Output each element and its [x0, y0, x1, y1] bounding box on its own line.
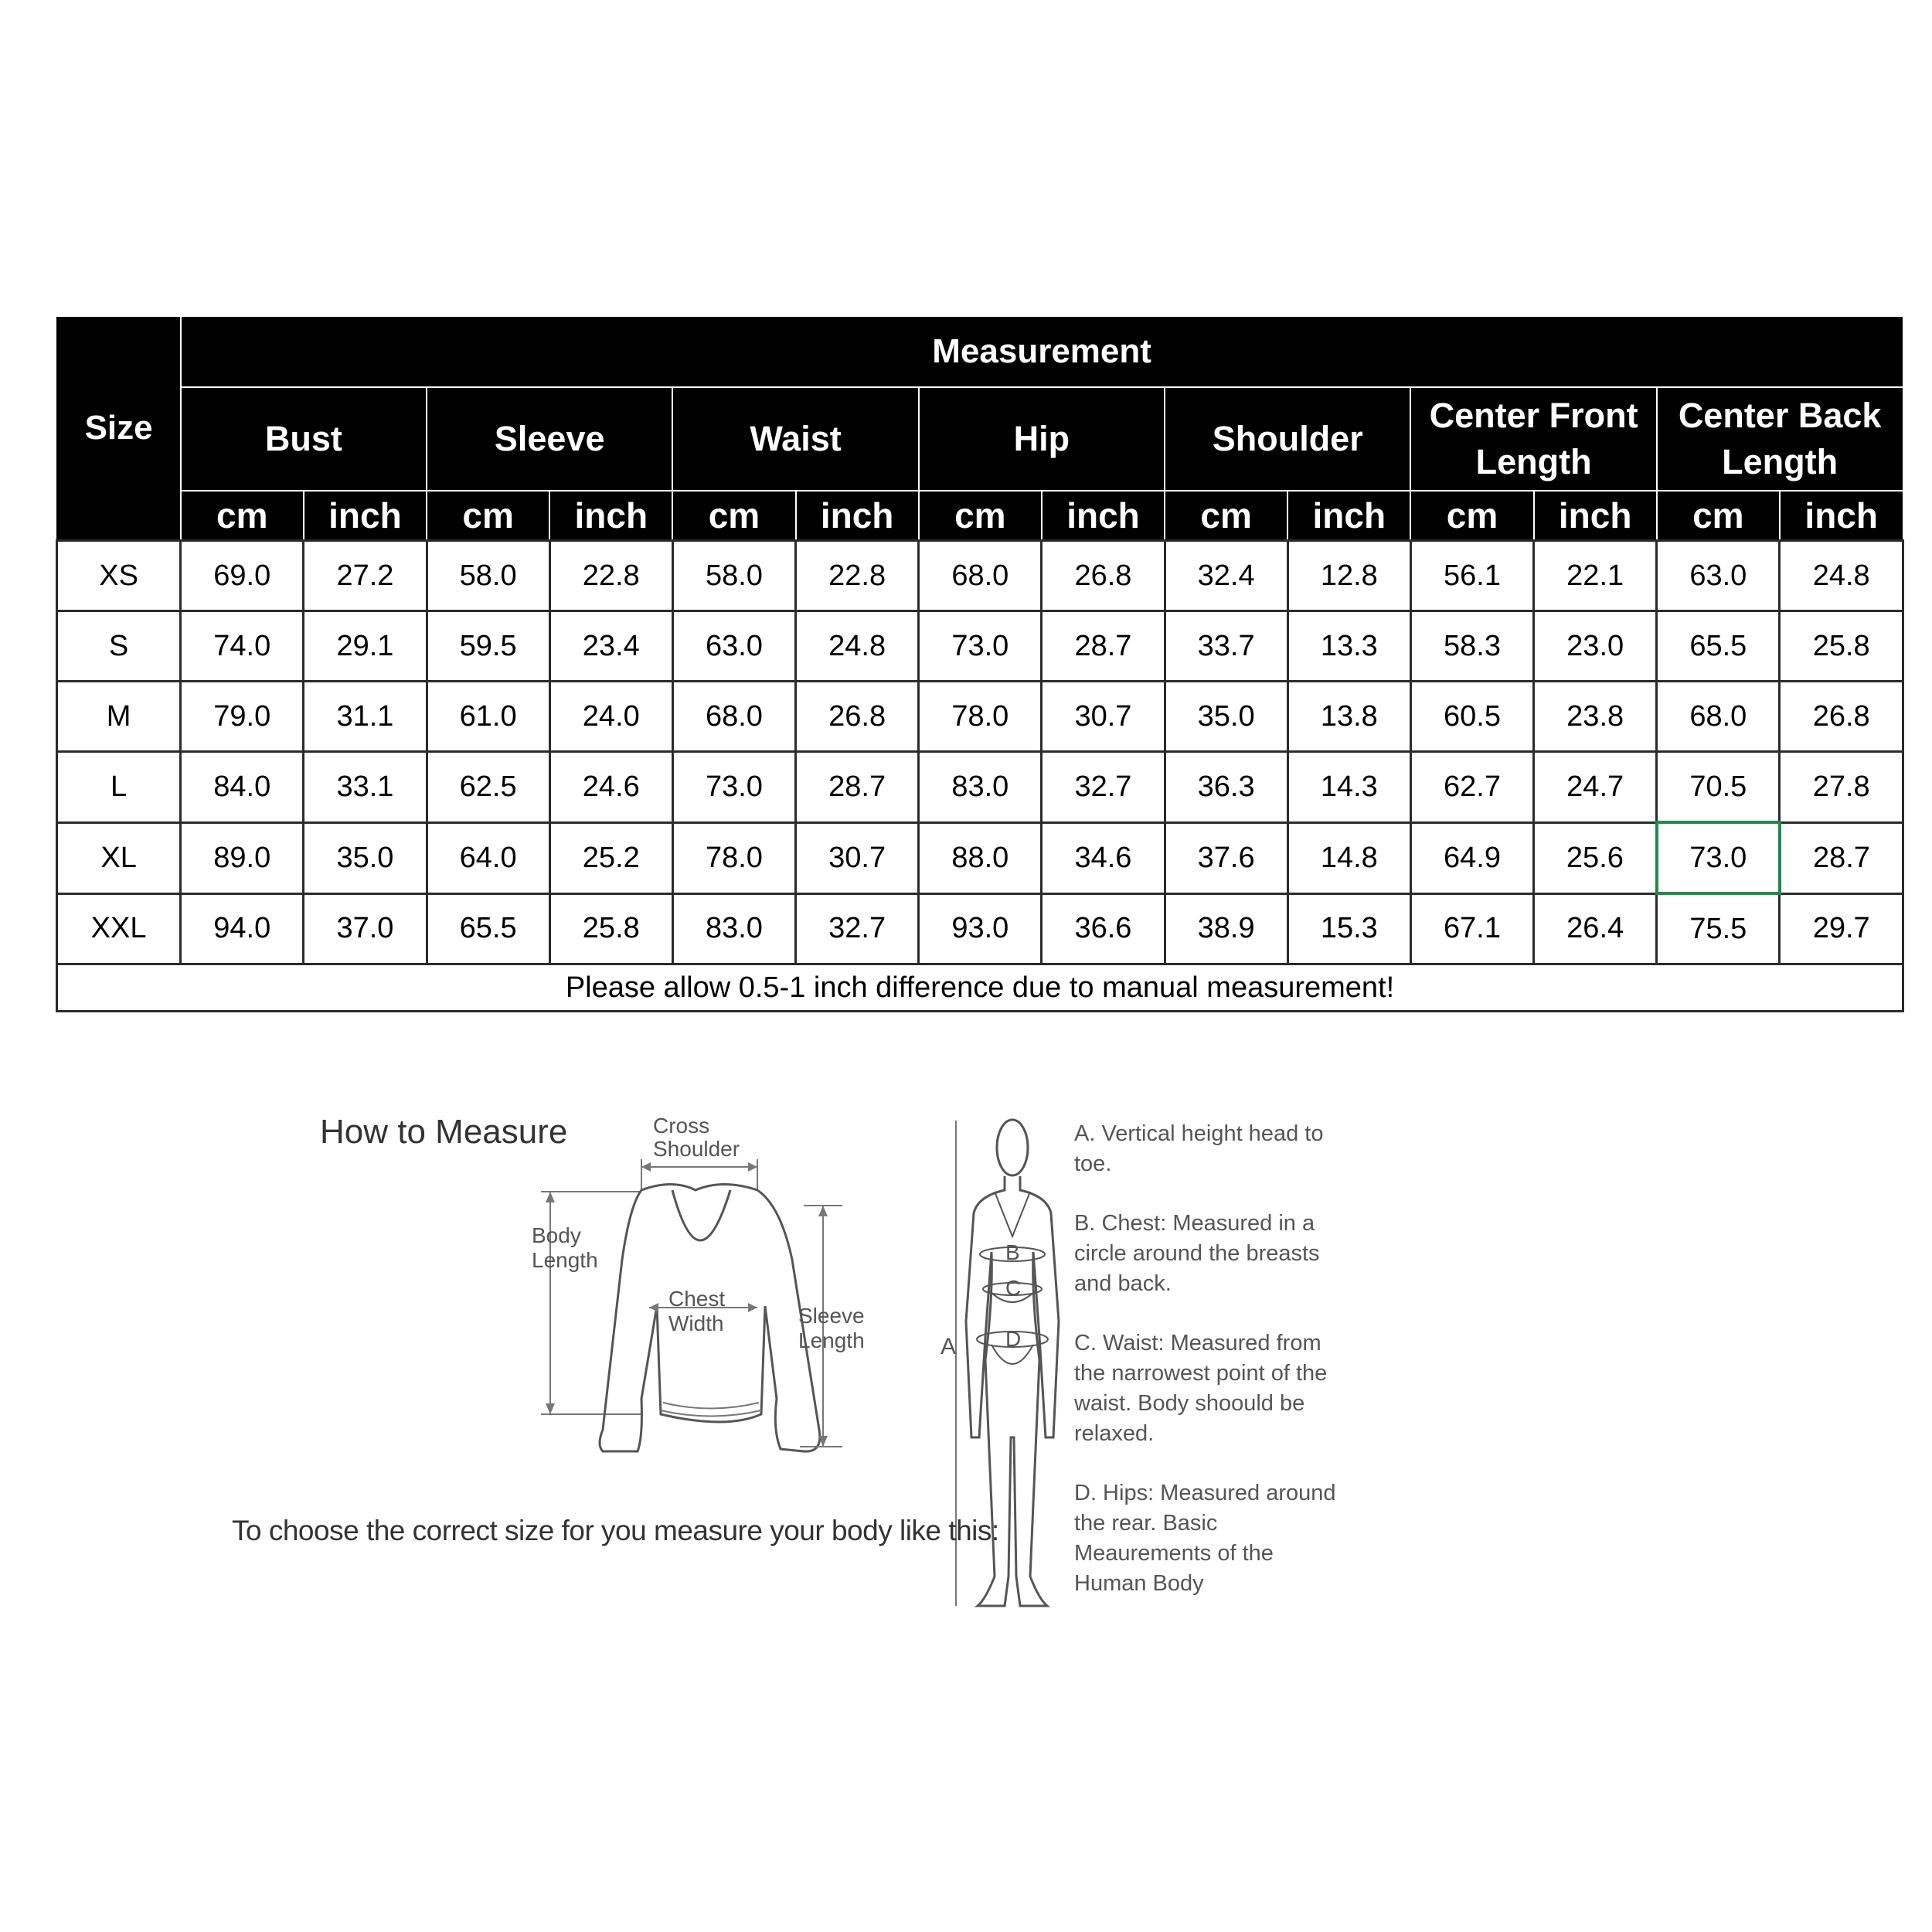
unit-header: inch	[1780, 491, 1903, 541]
value-cell: 62.7	[1410, 752, 1533, 823]
note-row	[57, 964, 1903, 1012]
value-cell: 36.3	[1165, 752, 1287, 823]
value-cell: 24.7	[1534, 752, 1657, 823]
value-cell: 12.8	[1287, 541, 1410, 611]
value-cell: 63.0	[672, 611, 795, 682]
value-cell: 28.7	[1780, 822, 1903, 893]
value-cell: 28.7	[796, 752, 919, 823]
value-cell: 56.1	[1410, 541, 1533, 611]
value-cell: 13.3	[1287, 611, 1410, 682]
value-cell: 84.0	[181, 752, 304, 823]
sleeve-length-label: Sleeve	[798, 1304, 865, 1328]
unit-header: inch	[549, 491, 672, 541]
value-cell: 68.0	[672, 682, 795, 752]
value-cell: 78.0	[919, 682, 1042, 752]
label-b: B	[1005, 1240, 1020, 1264]
table-row	[57, 752, 1903, 823]
arrow-head-icon	[546, 1192, 555, 1202]
value-cell: 29.1	[304, 611, 427, 682]
value-cell: 83.0	[672, 893, 795, 964]
value-cell: 26.8	[796, 682, 919, 752]
value-cell: 89.0	[181, 822, 304, 893]
cross-shoulder-label: Cross	[653, 1114, 710, 1138]
table-row	[57, 682, 1903, 752]
table-row	[57, 893, 1903, 964]
unit-header: cm	[1165, 491, 1287, 541]
size-cell: XS	[57, 541, 181, 611]
value-cell: 23.8	[1534, 682, 1657, 752]
unit-header: cm	[1410, 491, 1533, 541]
body-diagram	[931, 1105, 1070, 1631]
unit-header: cm	[919, 491, 1042, 541]
unit-header: inch	[1042, 491, 1165, 541]
value-cell: 78.0	[672, 822, 795, 893]
value-cell: 32.7	[796, 893, 919, 964]
value-cell: 67.1	[1410, 893, 1533, 964]
value-cell: 73.0	[672, 752, 795, 823]
value-cell: 25.2	[549, 822, 672, 893]
value-cell: 74.0	[181, 611, 304, 682]
label-c: C	[1005, 1276, 1022, 1300]
group-header: Sleeve	[427, 387, 672, 491]
value-cell: 30.7	[1042, 682, 1165, 752]
measurement-group-row	[57, 387, 1903, 491]
value-cell: 15.3	[1287, 893, 1410, 964]
value-cell: 60.5	[1410, 682, 1533, 752]
value-cell: 22.8	[796, 541, 919, 611]
chest-width-label: Width	[668, 1311, 724, 1335]
value-cell: 62.5	[427, 752, 549, 823]
value-cell: 58.0	[672, 541, 795, 611]
measurement-header: Measurement	[181, 316, 1903, 387]
unit-header: cm	[672, 491, 795, 541]
body-length-label: Length	[532, 1248, 598, 1272]
value-cell: 25.8	[1780, 611, 1903, 682]
note-b: B. Chest: Measured in a circle around the breasts and back.	[1074, 1211, 1320, 1296]
value-cell: 61.0	[427, 682, 549, 752]
value-cell: 88.0	[919, 822, 1042, 893]
arrow-head-icon	[546, 1403, 555, 1414]
value-cell: 64.9	[1410, 822, 1533, 893]
unit-header: inch	[304, 491, 427, 541]
value-cell: 27.2	[304, 541, 427, 611]
group-header: Center Back Length	[1657, 387, 1903, 491]
value-cell: 22.1	[1534, 541, 1657, 611]
value-cell: 37.6	[1165, 822, 1287, 893]
value-cell: 14.8	[1287, 822, 1410, 893]
value-cell: 33.7	[1165, 611, 1287, 682]
note-d: D. Hips: Measured around the rear. Basic Meaurements of the Human Body	[1074, 1481, 1336, 1596]
size-cell: M	[57, 682, 181, 752]
value-cell: 63.0	[1657, 541, 1780, 611]
value-cell: 26.4	[1534, 893, 1657, 964]
label-a: A	[940, 1334, 957, 1359]
value-cell: 13.8	[1287, 682, 1410, 752]
size-cell: S	[57, 611, 181, 682]
size-cell: XL	[57, 822, 181, 893]
sweater-neckline	[672, 1190, 730, 1240]
value-cell: 75.5	[1657, 893, 1780, 964]
value-cell: 22.8	[549, 541, 672, 611]
value-cell: 29.7	[1780, 893, 1903, 964]
head-outline	[997, 1120, 1028, 1175]
value-cell: 27.8	[1780, 752, 1903, 823]
size-table-body	[57, 541, 1903, 964]
unit-header: inch	[1534, 491, 1657, 541]
unit-row	[57, 491, 1903, 541]
value-cell: 24.6	[549, 752, 672, 823]
label-d: D	[1005, 1327, 1022, 1351]
value-cell: 93.0	[919, 893, 1042, 964]
value-cell: 73.0	[919, 611, 1042, 682]
size-cell: L	[57, 752, 181, 823]
value-cell: 94.0	[181, 893, 304, 964]
unit-header: cm	[1657, 491, 1780, 541]
value-cell: 23.0	[1534, 611, 1657, 682]
value-cell: 33.1	[304, 752, 427, 823]
value-cell: 32.7	[1042, 752, 1165, 823]
value-cell: 34.6	[1042, 822, 1165, 893]
value-cell: 32.4	[1165, 541, 1287, 611]
group-header: Bust	[181, 387, 427, 491]
cross-shoulder-label: Shoulder	[653, 1137, 740, 1161]
value-cell: 28.7	[1042, 611, 1165, 682]
value-cell: 70.5	[1657, 752, 1780, 823]
value-cell: 30.7	[796, 822, 919, 893]
value-cell: 24.8	[1780, 541, 1903, 611]
value-cell: 26.8	[1780, 682, 1903, 752]
sweater-diagram	[526, 1105, 881, 1476]
value-cell: 25.8	[549, 893, 672, 964]
unit-header: cm	[181, 491, 304, 541]
value-cell: 69.0	[181, 541, 304, 611]
note-a: A. Vertical height head to toe.	[1074, 1121, 1324, 1176]
value-cell: 25.6	[1534, 822, 1657, 893]
value-cell: 58.3	[1410, 611, 1533, 682]
unit-header: inch	[796, 491, 919, 541]
value-cell: 38.9	[1165, 893, 1287, 964]
measurement-note: Please allow 0.5-1 inch difference due to manual measurement!	[57, 964, 1903, 1012]
value-cell: 64.0	[427, 822, 549, 893]
value-cell: 79.0	[181, 682, 304, 752]
size-cell: XXL	[57, 893, 181, 964]
table-row	[57, 822, 1903, 893]
value-cell: 35.0	[304, 822, 427, 893]
size-header: Size	[57, 316, 181, 541]
value-cell: 35.0	[1165, 682, 1287, 752]
value-cell: 14.3	[1287, 752, 1410, 823]
value-cell: 36.6	[1042, 893, 1165, 964]
value-cell: 65.5	[1657, 611, 1780, 682]
value-cell: 68.0	[1657, 682, 1780, 752]
body-length-label: Body	[532, 1223, 581, 1247]
chest-width-label: Chest	[668, 1287, 726, 1311]
value-cell: 68.0	[919, 541, 1042, 611]
group-header: Waist	[672, 387, 918, 491]
group-header: Shoulder	[1165, 387, 1410, 491]
size-chart-table	[56, 315, 1904, 1012]
group-header: Center Front Length	[1410, 387, 1656, 491]
value-cell: 24.8	[796, 611, 919, 682]
value-cell: 65.5	[427, 893, 549, 964]
sleeve-length-label: Length	[798, 1328, 865, 1352]
arrow-head-icon	[748, 1162, 757, 1172]
arrow-head-icon	[641, 1162, 651, 1172]
guide-notes	[1074, 1119, 1337, 1628]
table-row	[57, 611, 1903, 682]
value-cell: 26.8	[1042, 541, 1165, 611]
value-cell: 73.0	[1657, 822, 1780, 893]
unit-header: inch	[1287, 491, 1410, 541]
value-cell: 83.0	[919, 752, 1042, 823]
value-cell: 23.4	[549, 611, 672, 682]
value-cell: 37.0	[304, 893, 427, 964]
value-cell: 24.0	[549, 682, 672, 752]
guide-title: How to Measure	[320, 1113, 568, 1151]
unit-header: cm	[427, 491, 549, 541]
value-cell: 59.5	[427, 611, 549, 682]
group-header: Hip	[919, 387, 1165, 491]
value-cell: 31.1	[304, 682, 427, 752]
note-c: C. Waist: Measured from the narrowest point of the waist. Body shoould be relaxed.	[1074, 1331, 1328, 1446]
table-row	[57, 541, 1903, 611]
value-cell: 58.0	[427, 541, 549, 611]
guide-instruction: To choose the correct size for you measure your body like this:	[232, 1515, 999, 1546]
